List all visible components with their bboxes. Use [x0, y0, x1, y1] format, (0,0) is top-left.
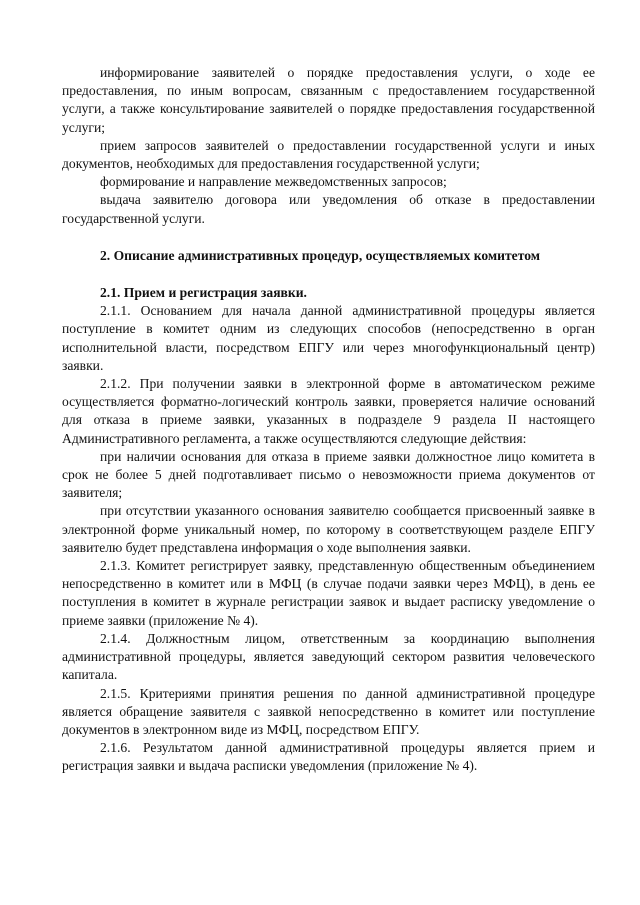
section-heading: 2. Описание административных процедур, осуществляемых комитетом — [100, 247, 541, 263]
paragraph-2-1-2: 2.1.2. При получении заявки в электронной форме в автоматическом режиме осуществляется форматно-логический контроль заявки, проверяется наличие оснований для отказа в приеме заявки, указанных в подразделе 9 раздела II настоящего Административного регламента, а также осуществляются следующие действия: — [62, 376, 595, 446]
paragraph-2-1-1: 2.1.1. Основанием для начала данной административной процедуры является поступление в комитет одним из следующих способов (непосредственно в орган исполнительной власти, посредством ЕПГУ или через многофункциональный центр) заявки. — [62, 303, 595, 373]
paragraph-2-1-6: 2.1.6. Результатом данной административной процедуры является прием и регистрация заявки и выдача расписки уведомления (приложение № 4). — [62, 740, 595, 774]
paragraph-2-1-4: 2.1.4. Должностным лицом, ответственным за координацию выполнения административной процедуры, является заведующий сектором развития человеческого капитала. — [62, 630, 595, 683]
paragraph-reception: прием запросов заявителей о предоставлении государственной услуги и иных документов, необходимых для предоставления государственной услуги; — [62, 137, 595, 172]
paragraph-issuance: выдача заявителю договора или уведомления об отказе в предоставлении государственной услуги. — [62, 192, 595, 226]
paragraph-informing: информирование заявителей о порядке предоставления услуги, о ходе ее предоставления, по иным вопросам, связанным с предоставлением государственной услуги, а также консультирование заявителей о порядке предоставления государственной услуги; — [62, 65, 595, 135]
paragraph-2-1-3: 2.1.3. Комитет регистрирует заявку, представленную общественным объединением непосредственно в комитет или в МФЦ (в случае подачи заявки через МФЦ), в день ее поступления в комитет в журнале регистрации заявок и выдает расписку уведомление о приеме заявки (приложение № 4). — [62, 558, 595, 628]
paragraph-interagency: формирование и направление межведомственных запросов; — [100, 174, 447, 190]
paragraph-refusal-grounds: при наличии основания для отказа в приеме заявки должностное лицо комитета в срок не более 5 дней подготавливает письмо о невозможности приема документов от заявителя; — [62, 448, 595, 501]
subsection-heading: 2.1. Прием и регистрация заявки. — [100, 285, 307, 301]
paragraph-2-1-5: 2.1.5. Критериями принятия решения по данной административной процедуре является обращение заявителя с заявкой непосредственно в комитет или поступление документов в электронном виде из МФЦ, посредством ЕПГУ. — [62, 685, 595, 737]
paragraph-no-refusal: при отсутствии указанного основания заявителю сообщается присвоенный заявке в электронной форме уникальный номер, по которому в соответствующем разделе ЕПГУ заявителю будет представлена информация о ходе выполнения заявки. — [62, 503, 595, 555]
document-page — [62, 64, 595, 776]
